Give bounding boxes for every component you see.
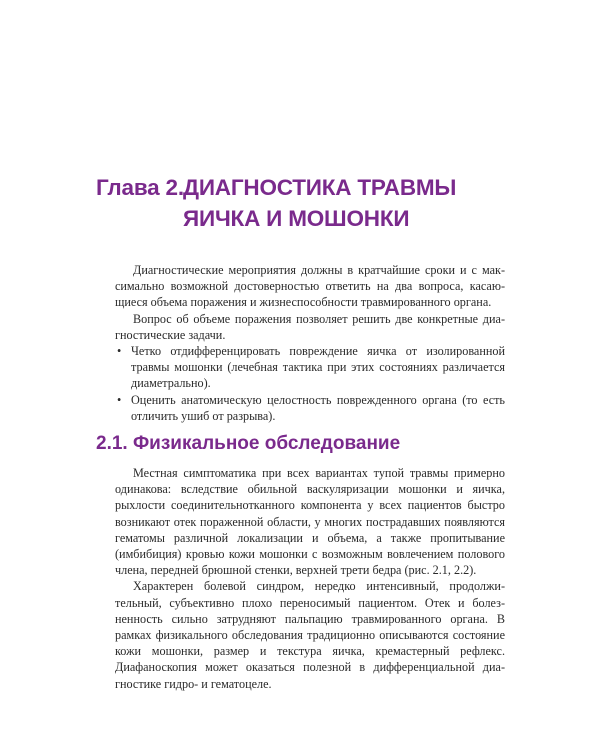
bullet-icon: •	[117, 344, 122, 359]
intro-paragraph: Вопрос об объеме поражения позволяет решить две конкретные диагностические задачи.	[115, 311, 505, 342]
intro-text	[115, 262, 505, 424]
intro-paragraph: Диагностические мероприятия должны в кратчайшие сроки и с максимально возможной достоверностью ответить на два вопроса, касающиеся объема поражения и жизнеспособности травмированного органа.	[115, 263, 505, 310]
chapter-label: Глава 2.	[96, 175, 184, 200]
section-paragraph: Местная симптоматика при всех вариантах тупой травмы примерно одинакова: вследствие обильной васкуляризации мошонки и яичка, рыхлости соединительнотканного компонента у всех пациентов быстро возникают отек пораженной области, у многих пострадавших появляются гематомы различной локализации и объема, а также пропитывание (имбибиция) кровью кожи мошонки с возможным вовлечением полового члена, передней брюшной стенки, верхней трети бедра (рис. 2.1, 2.2).	[115, 466, 505, 578]
list-item-text: Оценить анатомическую целостность поврежденного органа (то есть отличить ушиб от разрыва).	[131, 392, 505, 423]
chapter-heading-row1	[96, 172, 526, 203]
section-paragraph: Характерен болевой синдром, нередко интенсивный, продолжительный, субъективно плохо переносимый пациентом. Отек и болезненность сильно затрудняют пальпацию травмированного органа. В рамках физикального обследования традиционно описываются состояние кожи мошонки, размер и текстура яичка, кремастерный рефлекс. Диафаноскопия может оказаться полезной в дифференциальной диагностике гидро- и гематоцеле.	[115, 579, 505, 691]
bullet-icon: •	[117, 392, 122, 407]
chapter-title-line2: ЯИЧКА И МОШОНКИ	[183, 206, 410, 231]
list-item	[117, 343, 505, 392]
diagnostic-tasks-list	[115, 343, 505, 424]
chapter-title-line1: ДИАГНОСТИКА ТРАВМЫ	[183, 175, 457, 200]
list-item-text: Четко отдифференцировать повреждение яичка от изолированной травмы мошонки (лечебная тактика при этих состояниях различается диаметрально).	[131, 344, 505, 391]
chapter-heading	[96, 172, 526, 234]
section-heading: 2.1. Физикальное обследование	[96, 433, 401, 454]
list-item	[117, 392, 505, 424]
section-body	[115, 465, 505, 692]
